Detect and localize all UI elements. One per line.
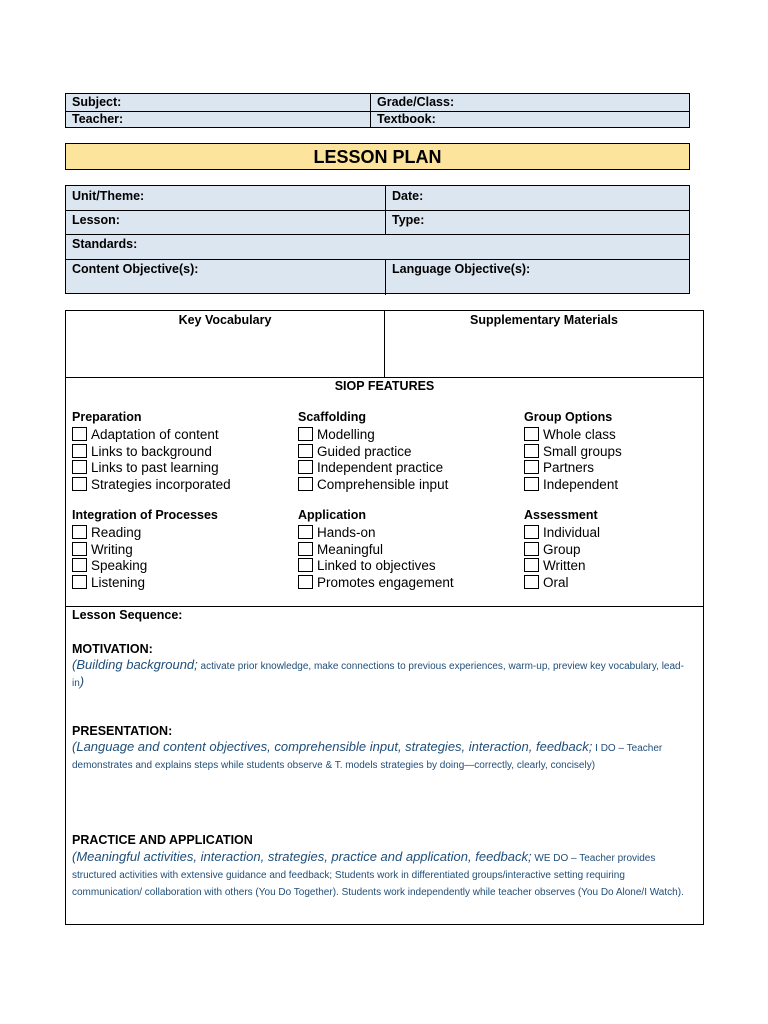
checkbox-option[interactable]: Oral (524, 575, 569, 592)
checkbox-option[interactable]: Guided practice (298, 444, 412, 461)
key-vocabulary-header: Key Vocabulary (178, 313, 272, 327)
assessment-heading: Assessment (524, 508, 598, 522)
checkbox-option[interactable]: Speaking (72, 558, 147, 575)
checkbox-option[interactable]: Writing (72, 542, 133, 559)
unit-table (65, 185, 690, 294)
checkbox[interactable] (524, 444, 539, 458)
header-table (65, 93, 690, 128)
scaffolding-heading: Scaffolding (298, 410, 367, 424)
motivation-heading: MOTIVATION: (72, 642, 153, 656)
checkbox-option[interactable]: Individual (524, 525, 600, 542)
checkbox[interactable] (298, 444, 313, 458)
checkbox-option[interactable]: Modelling (298, 427, 375, 444)
standards-field[interactable]: Standards: (72, 237, 138, 251)
checkbox-option[interactable]: Hands-on (298, 525, 376, 542)
content-objective-field[interactable]: Content Objective(s): (72, 262, 199, 276)
presentation-text: (Language and content objectives, comprehensible input, strategies, interaction, feedback; I DO – Teacher demonstrates and explains steps while students observe & T. models strategies by doing—correctly, clearly, concisely) (72, 739, 663, 771)
checkbox[interactable] (524, 575, 539, 589)
practice-heading: PRACTICE AND APPLICATION (72, 833, 253, 847)
checkbox-option[interactable]: Reading (72, 525, 141, 542)
checkbox-option[interactable]: Links to background (72, 444, 212, 461)
checkbox[interactable] (72, 542, 87, 556)
checkbox[interactable] (72, 575, 87, 589)
checkbox[interactable] (524, 558, 539, 572)
lesson-sequence-label: Lesson Sequence: (72, 608, 183, 622)
checkbox-option[interactable]: Independent (524, 477, 618, 494)
checkbox[interactable] (524, 477, 539, 491)
divider (66, 210, 689, 211)
supplementary-materials-header: Supplementary Materials (470, 313, 618, 327)
checkbox[interactable] (524, 427, 539, 441)
language-objective-field[interactable]: Language Objective(s): (392, 262, 531, 276)
checkbox[interactable] (524, 525, 539, 539)
checkbox-option[interactable]: Small groups (524, 444, 622, 461)
presentation-heading: PRESENTATION: (72, 724, 173, 738)
checkbox[interactable] (72, 427, 87, 441)
checkbox-option[interactable]: Group (524, 542, 581, 559)
checkbox[interactable] (72, 444, 87, 458)
checkbox-option[interactable]: Written (524, 558, 586, 575)
integration-heading: Integration of Processes (72, 508, 218, 522)
grade-field[interactable]: Grade/Class: (377, 95, 455, 109)
checkbox[interactable] (298, 575, 313, 589)
teacher-field[interactable]: Teacher: (72, 112, 124, 126)
checkbox[interactable] (524, 460, 539, 474)
checkbox[interactable] (72, 558, 87, 572)
checkbox[interactable] (72, 525, 87, 539)
textbook-field[interactable]: Textbook: (377, 112, 436, 126)
type-field[interactable]: Type: (392, 213, 425, 227)
checkbox[interactable] (72, 477, 87, 491)
preparation-heading: Preparation (72, 410, 142, 424)
checkbox[interactable] (298, 542, 313, 556)
practice-text: (Meaningful activities, interaction, strategies, practice and application, feedback; WE DO – Teacher provides structured activities with extensive guidance and feedback; Students work in differentiated groups/interactive setting requiring communication/ collaboration with others (You Do Together). Students work independently while teacher observes (You Do Alone/I Watch). (72, 849, 684, 898)
group-options-heading: Group Options (524, 410, 613, 424)
divider (66, 234, 689, 235)
checkbox-option[interactable]: Meaningful (298, 542, 383, 559)
checkbox-option[interactable]: Partners (524, 460, 594, 477)
checkbox[interactable] (298, 558, 313, 572)
divider (66, 606, 703, 607)
divider (66, 259, 689, 260)
checkbox-option[interactable]: Adaptation of content (72, 427, 219, 444)
lesson-field[interactable]: Lesson: (72, 213, 120, 227)
checkbox-option[interactable]: Independent practice (298, 460, 443, 477)
unit-theme-field[interactable]: Unit/Theme: (72, 189, 145, 203)
subject-field[interactable]: Subject: (72, 95, 122, 109)
lesson-main-table (65, 310, 704, 925)
divider (66, 377, 703, 378)
application-heading: Application (298, 508, 367, 522)
checkbox-option[interactable]: Strategies incorporated (72, 477, 231, 494)
checkbox-option[interactable]: Comprehensible input (298, 477, 448, 494)
checkbox-option[interactable]: Promotes engagement (298, 575, 454, 592)
checkbox-option[interactable]: Links to past learning (72, 460, 219, 477)
page-title: LESSON PLAN (65, 143, 690, 170)
checkbox[interactable] (524, 542, 539, 556)
checkbox-option[interactable]: Whole class (524, 427, 616, 444)
date-field[interactable]: Date: (392, 189, 424, 203)
checkbox[interactable] (298, 477, 313, 491)
checkbox[interactable] (298, 460, 313, 474)
checkbox-option[interactable]: Linked to objectives (298, 558, 436, 575)
checkbox-option[interactable]: Listening (72, 575, 145, 592)
siop-features-header: SIOP FEATURES (334, 379, 435, 393)
checkbox[interactable] (298, 525, 313, 539)
checkbox[interactable] (298, 427, 313, 441)
checkbox[interactable] (72, 460, 87, 474)
motivation-text: (Building background; activate prior knowledge, make connections to previous experiences, warm-up, preview key vocabulary, lead-in) (72, 657, 684, 689)
